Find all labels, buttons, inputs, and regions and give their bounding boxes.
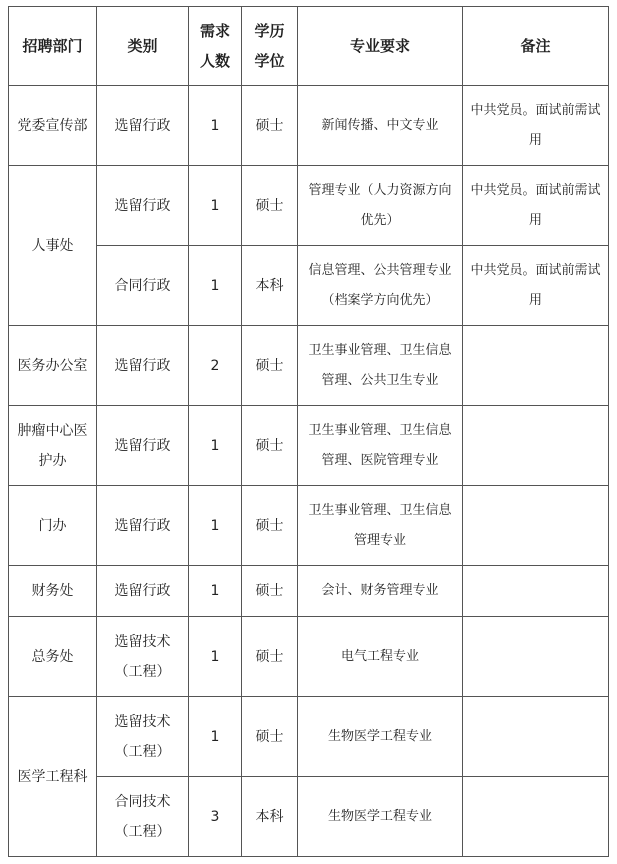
- header-category: 类别: [97, 7, 189, 86]
- count-cell: 1: [189, 246, 242, 326]
- major-cell: 新闻传播、中文专业: [298, 86, 463, 166]
- dept-cell: 门办: [9, 486, 97, 566]
- count-cell: 1: [189, 697, 242, 777]
- major-cell: 管理专业（人力资源方向优先）: [298, 166, 463, 246]
- degree-cell: 硕士: [242, 86, 298, 166]
- remark-cell: [463, 486, 609, 566]
- category-cell: 合同行政: [97, 246, 189, 326]
- header-dept: 招聘部门: [9, 7, 97, 86]
- major-cell: 卫生事业管理、卫生信息管理、医院管理专业: [298, 406, 463, 486]
- degree-cell: 硕士: [242, 617, 298, 697]
- dept-cell: 医学工程科: [9, 697, 97, 857]
- category-cell: 选留行政: [97, 406, 189, 486]
- table-row: [9, 617, 609, 697]
- degree-cell: 本科: [242, 246, 298, 326]
- remark-cell: [463, 697, 609, 777]
- remark-cell: [463, 777, 609, 857]
- recruitment-table: [8, 6, 609, 857]
- count-cell: 1: [189, 86, 242, 166]
- major-cell: 信息管理、公共管理专业（档案学方向优先）: [298, 246, 463, 326]
- count-cell: 1: [189, 486, 242, 566]
- degree-cell: 硕士: [242, 566, 298, 617]
- count-cell: 2: [189, 326, 242, 406]
- degree-cell: 硕士: [242, 326, 298, 406]
- remark-cell: 中共党员。面试前需试用: [463, 246, 609, 326]
- degree-cell: 硕士: [242, 486, 298, 566]
- table-row: [9, 486, 609, 566]
- remark-cell: [463, 566, 609, 617]
- count-cell: 1: [189, 406, 242, 486]
- table-row: [9, 697, 609, 777]
- count-cell: 1: [189, 566, 242, 617]
- remark-cell: 中共党员。面试前需试用: [463, 166, 609, 246]
- table-row: [9, 86, 609, 166]
- dept-cell: 医务办公室: [9, 326, 97, 406]
- table-row: [9, 326, 609, 406]
- category-cell: 选留行政: [97, 566, 189, 617]
- major-cell: 生物医学工程专业: [298, 697, 463, 777]
- category-cell: 合同技术（工程）: [97, 777, 189, 857]
- major-cell: 卫生事业管理、卫生信息管理、公共卫生专业: [298, 326, 463, 406]
- remark-cell: [463, 406, 609, 486]
- count-cell: 1: [189, 617, 242, 697]
- category-cell: 选留技术（工程）: [97, 617, 189, 697]
- dept-cell: 肿瘤中心医护办: [9, 406, 97, 486]
- header-count: 需求人数: [189, 7, 242, 86]
- category-cell: 选留行政: [97, 486, 189, 566]
- degree-cell: 硕士: [242, 406, 298, 486]
- table-row: [9, 777, 609, 857]
- category-cell: 选留行政: [97, 326, 189, 406]
- major-cell: 生物医学工程专业: [298, 777, 463, 857]
- degree-cell: 硕士: [242, 166, 298, 246]
- major-cell: 卫生事业管理、卫生信息管理专业: [298, 486, 463, 566]
- header-major: 专业要求: [298, 7, 463, 86]
- header-row: [9, 7, 609, 86]
- table-row: [9, 166, 609, 246]
- category-cell: 选留行政: [97, 86, 189, 166]
- major-cell: 会计、财务管理专业: [298, 566, 463, 617]
- remark-cell: 中共党员。面试前需试用: [463, 86, 609, 166]
- header-degree: 学历学位: [242, 7, 298, 86]
- table-row: [9, 246, 609, 326]
- major-cell: 电气工程专业: [298, 617, 463, 697]
- table-row: [9, 566, 609, 617]
- header-remark: 备注: [463, 7, 609, 86]
- degree-cell: 硕士: [242, 697, 298, 777]
- category-cell: 选留行政: [97, 166, 189, 246]
- table-row: [9, 406, 609, 486]
- count-cell: 3: [189, 777, 242, 857]
- degree-cell: 本科: [242, 777, 298, 857]
- dept-cell: 人事处: [9, 166, 97, 326]
- remark-cell: [463, 617, 609, 697]
- category-cell: 选留技术（工程）: [97, 697, 189, 777]
- remark-cell: [463, 326, 609, 406]
- count-cell: 1: [189, 166, 242, 246]
- dept-cell: 财务处: [9, 566, 97, 617]
- dept-cell: 总务处: [9, 617, 97, 697]
- dept-cell: 党委宣传部: [9, 86, 97, 166]
